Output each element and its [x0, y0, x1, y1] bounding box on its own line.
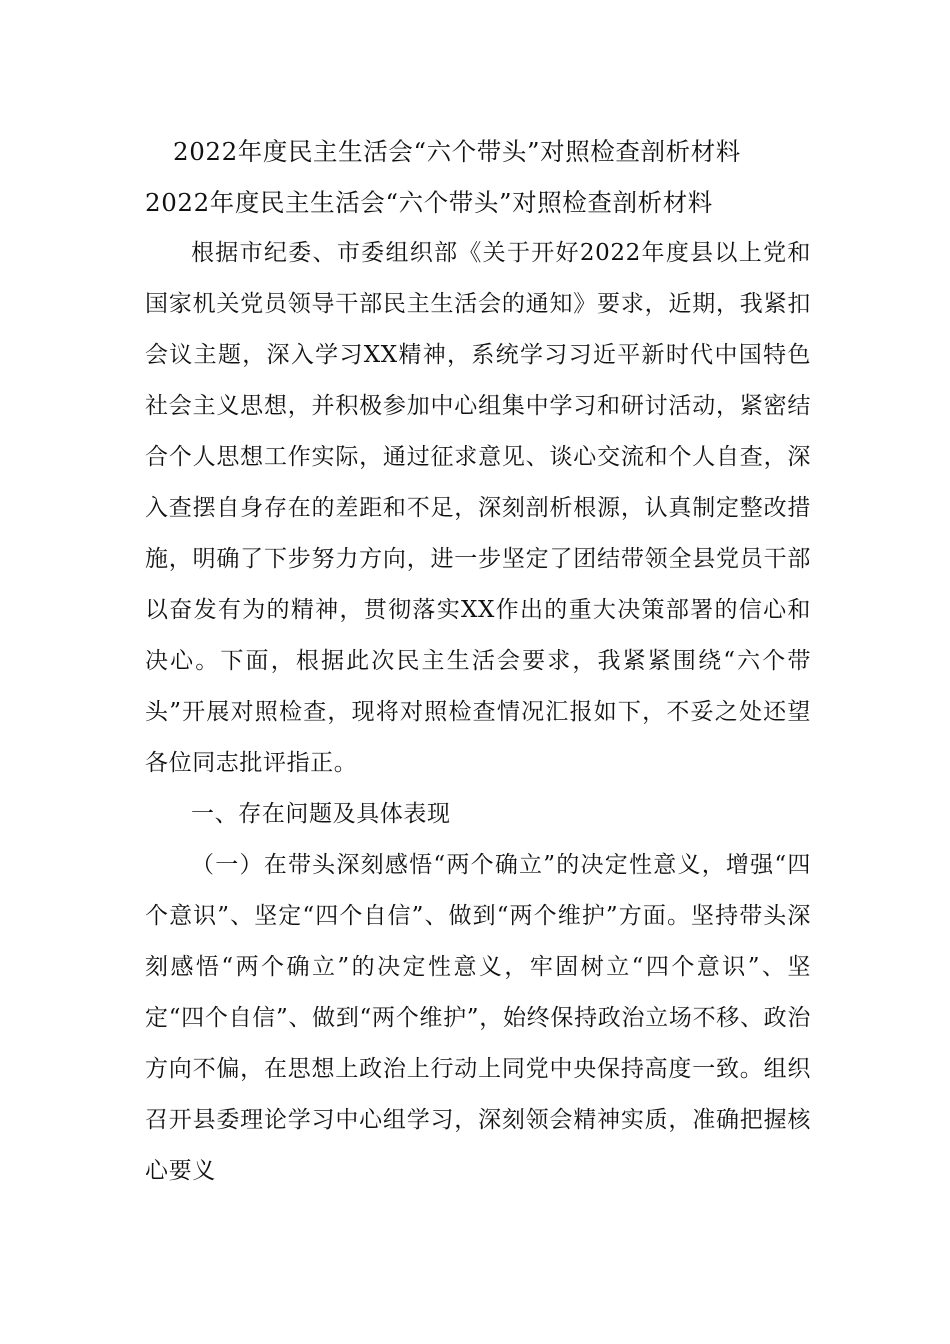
- section-heading: 一、存在问题及具体表现: [191, 801, 451, 827]
- document-body: [145, 126, 811, 1197]
- intro-paragraph: 根据市纪委、市委组织部《关于开好2022年度县以上党和国家机关党员领导干部民主生活会的通知》要求，近期，我紧扣会议主题，深入学习XX精神，系统学习习近平新时代中国特色社会主义思想，并积极参加中心组集中学习和研讨活动，紧密结合个人思想工作实际，通过征求意见、谈心交流和个人自查，深入查摆自身存在的差距和不足，深刻剖析根源，认真制定整改措施，明确了下步努力方向，进一步坚定了团结带领全县党员干部以奋发有为的精神，贯彻落实XX作出的重大决策部署的信心和决心。下面，根据此次民主生活会要求，我紧紧围绕“六个带头”开展对照检查，现将对照检查情况汇报如下，不妥之处还望各位同志批评指正。: [145, 240, 811, 776]
- subsection-paragraph: （一）在带头深刻感悟“两个确立”的决定性意义，增强“四个意识”、坚定“四个自信”、做到“两个维护”方面。坚持带头深刻感悟“两个确立”的决定性意义，牢固树立“四个意识”、坚定“四个自信”、做到“两个维护”，始终保持政治立场不移、政治方向不偏，在思想上政治上行动上同党中央保持高度一致。组织召开县委理论学习中心组学习，深刻领会精神实质，准确把握核心要义: [145, 852, 811, 1184]
- document-title: 2022年度民主生活会“六个带头”对照检查剖析材料: [173, 137, 741, 166]
- document-title-repeat: 2022年度民主生活会“六个带头”对照检查剖析材料: [145, 188, 713, 217]
